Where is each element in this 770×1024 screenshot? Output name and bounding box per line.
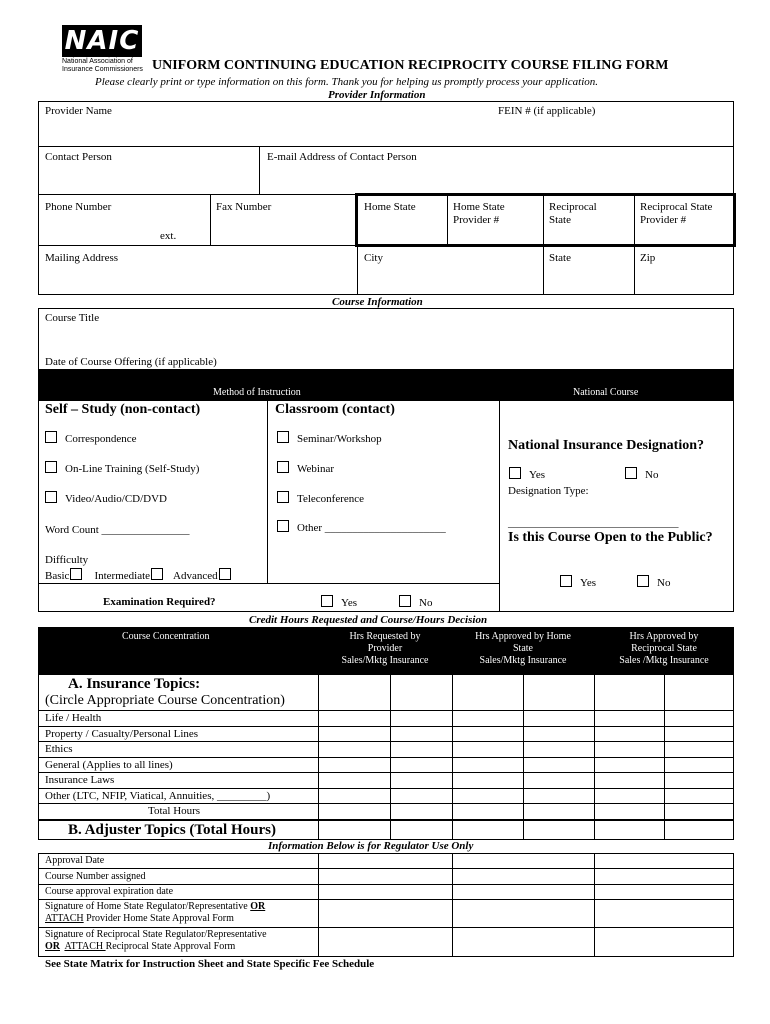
topic-ethics: Ethics [45, 743, 73, 755]
home-state-provider-line1: Home State [453, 201, 505, 213]
hrs-reciprocal-header [594, 631, 734, 667]
phone-field[interactable]: Phone Number [45, 201, 112, 213]
exam-yes-label: Yes [341, 597, 358, 609]
hrs-home-sub: Sales/Mktg Insurance [479, 655, 567, 666]
naic-logo-mark: NAIC [62, 25, 142, 57]
public-yes-option[interactable] [560, 575, 596, 590]
naic-logo [62, 25, 150, 73]
hrs-reciprocal-sub: Sales /Mktg Insurance [619, 655, 709, 666]
fein-field[interactable]: FEIN # (if applicable) [498, 105, 596, 117]
insurance-topics-subheading: (Circle Appropriate Course Concentration) [45, 693, 285, 708]
hrs-home-header [452, 631, 594, 667]
word-count-field[interactable]: Word Count ________________ [45, 524, 190, 536]
hrs-reciprocal-line2: Reciprocal State [631, 643, 697, 654]
city-field[interactable]: City [364, 252, 383, 264]
national-designation-question: National Insurance Designation? [508, 438, 705, 453]
method-header-bar [38, 369, 734, 401]
footer-note: See State Matrix for Instruction Sheet and State Specific Fee Schedule [45, 958, 375, 970]
method-header: Method of Instruction [213, 387, 301, 398]
intermediate-checkbox[interactable] [151, 568, 163, 580]
topic-life-health: Life / Health [45, 712, 102, 724]
correspondence-option[interactable] [45, 431, 136, 446]
webinar-option[interactable] [277, 461, 334, 476]
course-number-label: Course Number assigned [45, 871, 146, 882]
exam-required-label: Examination Required? [103, 596, 216, 608]
form-title: UNIFORM CONTINUING EDUCATION RECIPROCITY COURSE FILING FORM [152, 58, 669, 73]
designation-yes-checkbox[interactable] [509, 467, 521, 479]
home-signature-form: Provider Home State Approval Form [83, 913, 234, 924]
home-signature-text: Signature of Home State Regulator/Representative [45, 901, 251, 912]
home-signature-attach: ATTACH [45, 913, 84, 924]
hrs-home-line2: State [513, 643, 533, 654]
intermediate-label: Intermediate [94, 570, 151, 582]
advanced-checkbox[interactable] [219, 568, 231, 580]
reciprocal-provider-line1: Reciprocal State [640, 201, 713, 213]
home-state-field[interactable]: Home State [364, 201, 416, 213]
regulator-section-title: Information Below is for Regulator Use Only [268, 840, 474, 852]
designation-no-checkbox[interactable] [625, 467, 637, 479]
email-field[interactable]: E-mail Address of Contact Person [267, 151, 417, 163]
correspondence-label: Correspondence [65, 433, 137, 445]
topic-insurance-laws: Insurance Laws [45, 774, 115, 786]
webinar-label: Webinar [297, 463, 334, 475]
hrs-reciprocal-line1: Hrs Approved by [629, 631, 699, 642]
national-header: National Course [573, 387, 639, 398]
online-checkbox[interactable] [45, 461, 57, 473]
correspondence-checkbox[interactable] [45, 431, 57, 443]
hrs-requested-line1: Hrs Requested by [349, 631, 421, 642]
public-yes-checkbox[interactable] [560, 575, 572, 587]
public-yes-label: Yes [580, 577, 597, 589]
designation-type-label: Designation Type: [508, 485, 589, 497]
reciprocal-signature-form: Reciprocal State Approval Form [105, 941, 236, 952]
seminar-label: Seminar/Workshop [297, 433, 382, 445]
difficulty-options [45, 568, 239, 583]
topic-property-casualty: Property / Casualty/Personal Lines [45, 728, 199, 740]
course-info-box [38, 308, 734, 612]
date-offering-field[interactable]: Date of Course Offering (if applicable) [45, 356, 217, 368]
classroom-heading: Classroom (contact) [275, 402, 395, 417]
hrs-requested-header [318, 631, 452, 667]
reciprocal-state-line1: Reciprocal [549, 201, 597, 213]
open-public-question: Is this Course Open to the Public? [508, 530, 713, 545]
insurance-topics-heading: A. Insurance Topics: [68, 676, 201, 692]
reciprocal-provider-line2: Provider # [640, 214, 687, 226]
designation-no-label: No [645, 469, 659, 481]
approval-date-label: Approval Date [45, 855, 105, 866]
self-study-heading: Self – Study (non-contact) [45, 402, 201, 417]
teleconference-checkbox[interactable] [277, 491, 289, 503]
course-section-title: Course Information [332, 296, 423, 308]
reciprocal-signature-attach: ATTACH [64, 941, 106, 952]
exam-yes-checkbox[interactable] [321, 595, 333, 607]
total-hours-label: Total Hours [148, 805, 201, 817]
topic-general: General (Applies to all lines) [45, 759, 173, 771]
course-title-field[interactable]: Course Title [45, 312, 100, 324]
online-option[interactable] [45, 461, 199, 476]
fax-field[interactable]: Fax Number [216, 201, 272, 213]
exam-no-checkbox[interactable] [399, 595, 411, 607]
naic-logo-sub1: National Association of [62, 58, 133, 65]
course-concentration-header: Course Concentration [122, 631, 210, 642]
provider-name-field[interactable]: Provider Name [45, 105, 112, 117]
seminar-checkbox[interactable] [277, 431, 289, 443]
zip-field[interactable]: Zip [640, 252, 656, 264]
credit-header-bar [38, 627, 734, 674]
mailing-address-field[interactable]: Mailing Address [45, 252, 119, 264]
state-field[interactable]: State [549, 252, 571, 264]
online-label: On-Line Training (Self-Study) [65, 463, 200, 475]
basic-label: Basic [45, 570, 70, 582]
home-state-provider-field[interactable] [453, 201, 505, 227]
exam-no-option[interactable] [399, 595, 432, 610]
naic-logo-sub2: Insurance Commissioners [62, 66, 143, 73]
designation-type-field[interactable]: _______________________________ [508, 517, 679, 529]
provider-section-title: Provider Information [328, 89, 426, 101]
designation-yes-label: Yes [529, 469, 546, 481]
reciprocal-signature-text: Signature of Reciprocal State Regulator/Representative [45, 929, 267, 940]
hrs-requested-line2: Provider [367, 643, 403, 654]
home-signature-or: OR [250, 901, 266, 912]
teleconference-label: Teleconference [297, 493, 365, 505]
reciprocal-state-line2: State [549, 214, 571, 226]
designation-yes-option[interactable] [509, 467, 545, 482]
reciprocal-signature-label [45, 929, 267, 953]
difficulty-label: Difficulty [45, 554, 89, 566]
advanced-label: Advanced [173, 570, 218, 582]
expiration-label: Course approval expiration date [45, 886, 174, 897]
exam-yes-option[interactable] [321, 595, 357, 610]
other-checkbox[interactable] [277, 520, 289, 532]
hrs-requested-sub: Sales/Mktg Insurance [341, 655, 429, 666]
other-label: Other ______________________ [297, 522, 446, 534]
adjuster-topics-heading: B. Adjuster Topics (Total Hours) [68, 822, 276, 838]
reciprocal-state-provider-field[interactable] [640, 201, 712, 227]
topic-other: Other (LTC, NFIP, Viatical, Annuities, _________) [45, 790, 271, 802]
designation-no-option[interactable] [625, 467, 658, 482]
teleconference-option[interactable] [277, 491, 364, 506]
exam-no-label: No [419, 597, 433, 609]
public-no-label: No [657, 577, 671, 589]
reciprocal-state-field[interactable] [549, 201, 597, 227]
home-signature-label [45, 901, 265, 925]
video-checkbox[interactable] [45, 491, 57, 503]
basic-checkbox[interactable] [70, 568, 82, 580]
home-state-provider-line2: Provider # [453, 214, 500, 226]
contact-person-field[interactable]: Contact Person [45, 151, 112, 163]
other-option[interactable] [277, 520, 446, 535]
video-option[interactable] [45, 491, 167, 506]
reciprocal-signature-or: OR [45, 941, 60, 952]
form-subtitle: Please clearly print or type information on this form. Thank you for helping us promptly process your application. [95, 76, 599, 88]
video-label: Video/Audio/CD/DVD [65, 493, 168, 505]
webinar-checkbox[interactable] [277, 461, 289, 473]
public-no-checkbox[interactable] [637, 575, 649, 587]
phone-ext-label: ext. [160, 230, 177, 242]
hrs-home-line1: Hrs Approved by Home [475, 631, 571, 642]
public-no-option[interactable] [637, 575, 670, 590]
credit-section-title: Credit Hours Requested and Course/Hours Decision [249, 614, 488, 626]
seminar-option[interactable] [277, 431, 382, 446]
